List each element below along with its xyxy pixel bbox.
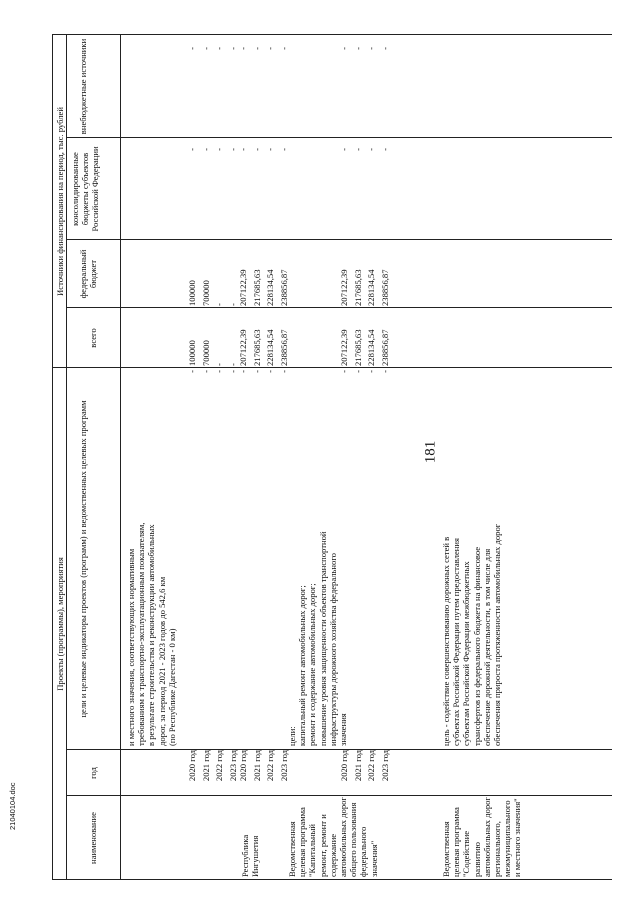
row-extra: - — [201, 47, 211, 50]
row-year: 2023 год — [279, 750, 289, 782]
row-extra: - — [187, 47, 197, 50]
row-year: 2020 год — [187, 750, 197, 782]
row-total: 228134,54 — [265, 329, 275, 366]
section-name: Ведомственная целевая программа "Капитальный ремонт, ремонт и содержание автомобильных дорог общего пользования федерального значения" — [287, 797, 379, 877]
row-year: 2023 год — [228, 750, 238, 782]
row-goal: - — [380, 370, 390, 373]
row-extra: - — [228, 47, 238, 50]
header-sources-group: Источники финансирования на период, тыс. рублей — [55, 107, 65, 296]
header-federal: федеральный бюджет — [78, 249, 98, 299]
row-consolidated: - — [353, 148, 363, 151]
header-goals: цели и целевые индикаторы проектов (программ) и ведомственных целевых программ — [78, 400, 88, 718]
goal-line: цели: — [287, 726, 297, 746]
table-right-border — [52, 34, 612, 35]
row-total: 700000 — [201, 340, 211, 366]
row-federal: 238856,87 — [380, 269, 390, 306]
col-divider-year — [66, 795, 612, 796]
row-goal: - — [353, 370, 363, 373]
file-reference: 21040104.doc — [8, 782, 17, 830]
header-bottom-border — [120, 35, 121, 880]
goal-line: и местного значения, соответствующих нормативным — [126, 548, 136, 746]
row-consolidated: - — [380, 148, 390, 151]
goal-line: трансфертов из федерального бюджета на финансовое — [471, 546, 482, 746]
row-goal: - — [187, 370, 197, 373]
row-year: 2022 год — [366, 750, 376, 782]
rotated-table — [52, 35, 612, 880]
header-total: всего — [88, 328, 98, 348]
row-total: 207122,39 — [339, 329, 349, 366]
goal-line: обеспечения прироста протяженности автомобильных дорог — [492, 523, 502, 746]
row-extra: - — [252, 47, 262, 50]
col-divider-name — [52, 879, 612, 880]
goal-line: обеспечение дорожной деятельности, в том числе для — [481, 548, 492, 746]
row-extra: - — [265, 47, 275, 50]
goal-line: повышение уровня защищенности объектов транспортной — [317, 531, 328, 746]
row-federal: 228134,54 — [366, 269, 376, 306]
row-consolidated: - — [214, 148, 224, 151]
row-total: 217685,63 — [353, 329, 363, 366]
header-name: наименование — [88, 812, 98, 864]
row-total: 207122,39 — [238, 329, 248, 366]
row-year: 2022 год — [214, 750, 224, 782]
row-total: - — [228, 363, 238, 366]
row-total: 217685,63 — [252, 329, 262, 366]
row-extra: - — [366, 47, 376, 50]
row-goal: - — [252, 370, 262, 373]
row-extra: - — [238, 47, 248, 50]
goal-line: инфраструктуры дорожного хозяйства федерального — [327, 553, 338, 746]
row-year: 2021 год — [353, 750, 363, 782]
row-year: 2020 год — [339, 750, 349, 782]
col-divider-total — [52, 367, 612, 368]
row-consolidated: - — [187, 148, 197, 151]
row-federal: 207122,39 — [238, 269, 248, 306]
row-total: 228134,54 — [366, 329, 376, 366]
header-year: год — [88, 767, 98, 779]
row-total: 238856,87 — [279, 329, 289, 366]
row-goal: - — [339, 370, 349, 373]
row-consolidated: - — [339, 148, 349, 151]
row-extra: - — [353, 47, 363, 50]
row-extra: - — [339, 47, 349, 50]
row-consolidated: - — [366, 148, 376, 151]
row-federal: 100000 — [187, 280, 197, 306]
goal-line: ремонт и содержание автомобильных дорог; — [307, 583, 318, 746]
col-divider-consolidated — [66, 239, 612, 240]
row-federal: - — [228, 303, 238, 306]
row-goal: - — [265, 370, 275, 373]
row-total: - — [214, 363, 224, 366]
row-consolidated: - — [238, 148, 248, 151]
row-goal: - — [228, 370, 238, 373]
row-year: 2023 год — [380, 750, 390, 782]
goal-line: цель - содействие совершенствованию дорожных сетей в — [441, 536, 451, 746]
row-year: 2020 год — [238, 750, 248, 782]
page-number: 181 — [422, 440, 439, 464]
row-federal: 217685,63 — [353, 269, 363, 306]
goal-line: значения — [338, 713, 348, 746]
row-year: 2021 год — [252, 750, 262, 782]
goal-line: капитальный ремонт автомобильных дорог; — [297, 585, 308, 746]
row-federal: 217685,63 — [252, 269, 262, 306]
row-year: 2022 год — [265, 750, 275, 782]
row-consolidated: - — [252, 148, 262, 151]
goal-line: (по Республике Дагестан - 0 км) — [166, 628, 177, 746]
goal-line: дорог, за период 2021 - 2023 годов до 542,6 км — [156, 576, 167, 746]
row-federal: 238856,87 — [279, 269, 289, 306]
header-extrabudget: внебюджетные источники — [78, 38, 88, 135]
row-extra: - — [380, 47, 390, 50]
row-extra: - — [214, 47, 224, 50]
row-total: 238856,87 — [380, 329, 390, 366]
row-federal: 207122,39 — [339, 269, 349, 306]
col-divider-federal — [66, 307, 612, 308]
row-federal: 700000 — [201, 280, 211, 306]
row-consolidated: - — [228, 148, 238, 151]
table-top-border — [52, 35, 53, 880]
row-total: 100000 — [187, 340, 197, 366]
row-federal: - — [214, 303, 224, 306]
row-goal: - — [214, 370, 224, 373]
row-consolidated: - — [279, 148, 289, 151]
row-year: 2021 год — [201, 750, 211, 782]
group-header-divider — [66, 35, 67, 880]
row-goal: - — [201, 370, 211, 373]
goal-line: требованиям к транспортно-эксплуатационным показателям, — [136, 522, 147, 746]
row-goal: - — [279, 370, 289, 373]
row-extra: - — [279, 47, 289, 50]
section-name: Республика Ингушетия — [240, 834, 261, 877]
row-consolidated: - — [201, 148, 211, 151]
goal-line: субъектах Российской Федерации путем предоставления — [451, 538, 462, 746]
row-consolidated: - — [265, 148, 275, 151]
goal-line: субъектам Российской Федерации межбюджетных — [461, 561, 472, 746]
section-name: Ведомственная целевая программа "Содействие развитию автомобильных дорог регионального, межмуниципального и местного значения" — [441, 797, 523, 877]
col-divider-extra — [66, 137, 612, 138]
goal-line: в результате строительства и реконструкции автомобильных — [146, 524, 157, 746]
header-consolidated: консолидированные бюджеты субъектов Российской Федерации — [70, 146, 100, 232]
row-federal: 228134,54 — [265, 269, 275, 306]
header-projects-group: Проекты (программы), мероприятия — [55, 557, 65, 691]
row-goal: - — [238, 370, 248, 373]
row-goal: - — [366, 370, 376, 373]
